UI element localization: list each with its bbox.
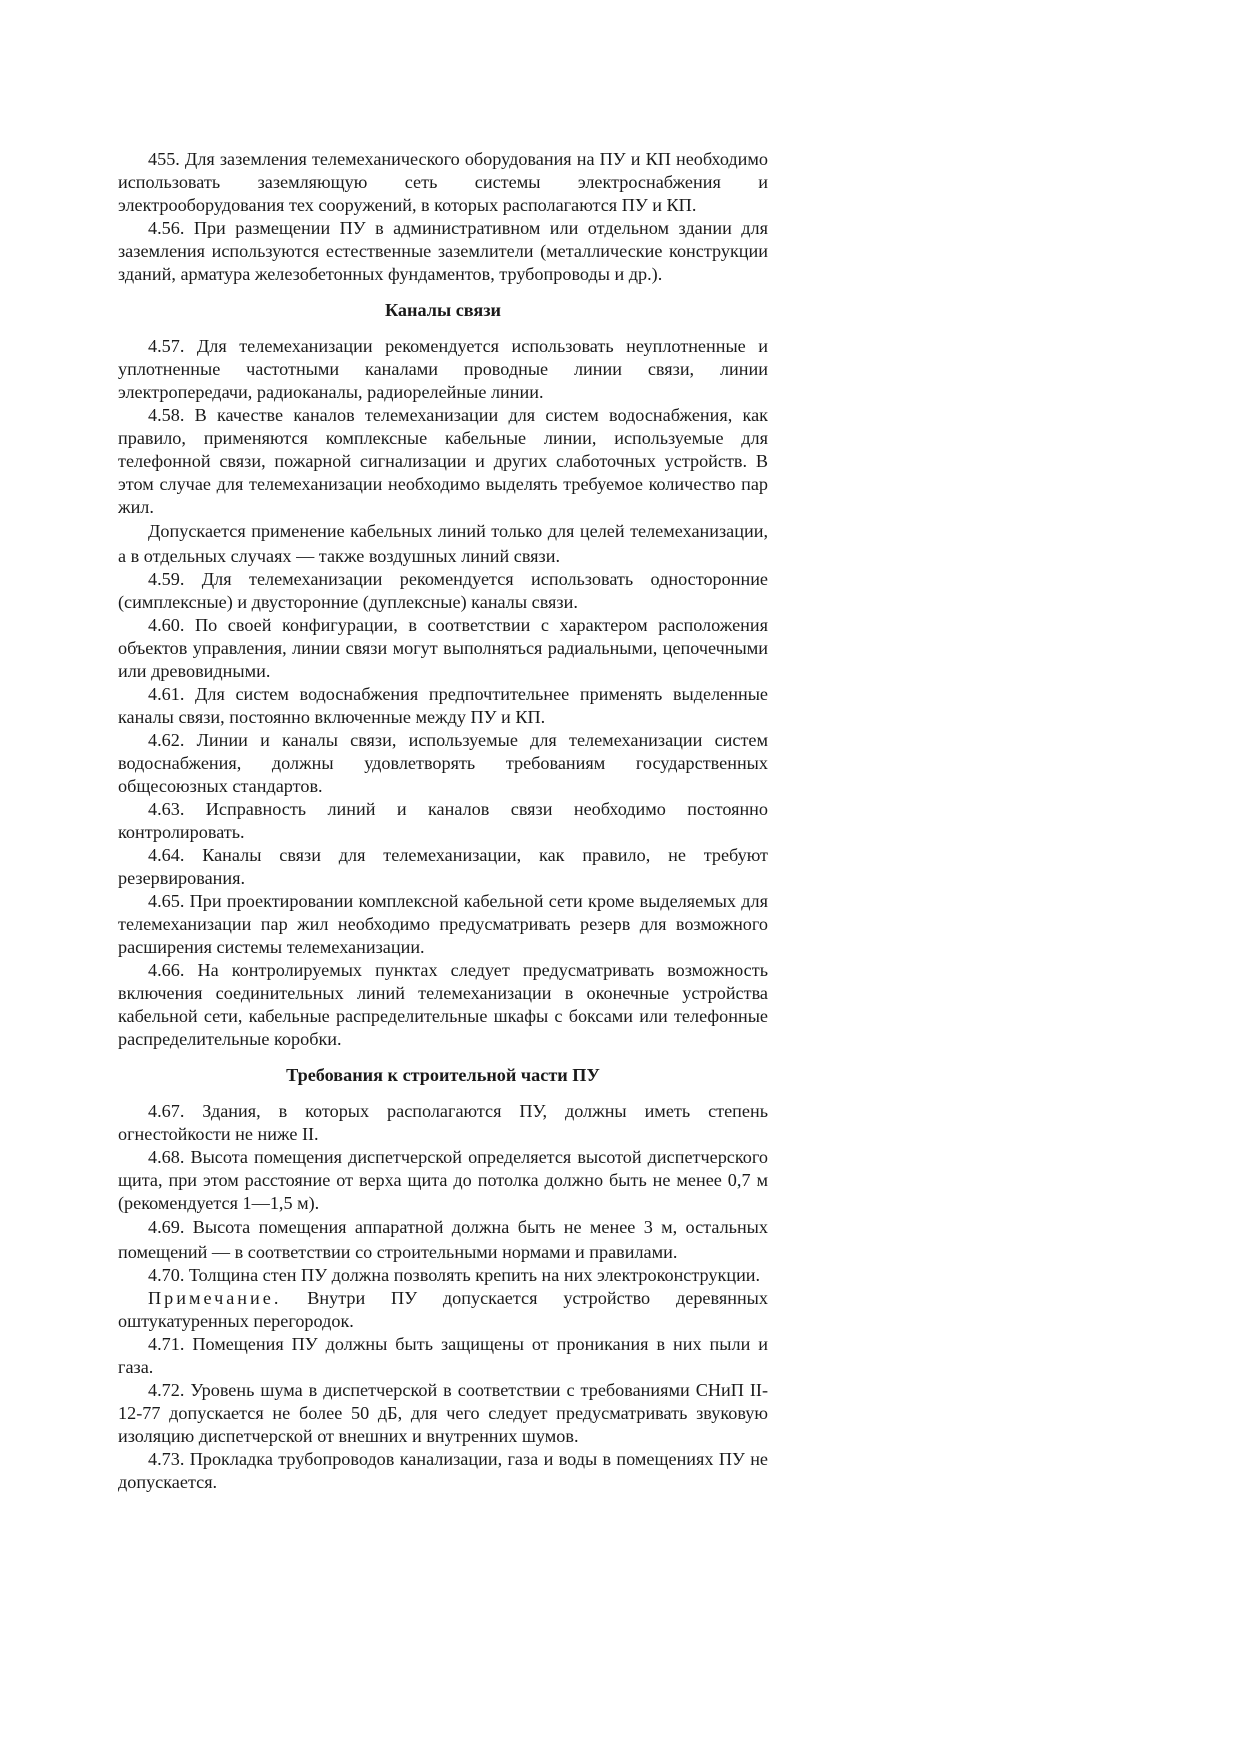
paragraph-4-57: 4.57. Для телемеханизации рекомендуется использовать неуплотненные и уплотненные частотными каналами проводные линии связи, линии электропередачи, радиоканалы, радиорелейные линии. xyxy=(118,336,768,402)
paragraph-4-58: 4.58. В качестве каналов телемеханизации для систем водоснабжения, как правило, применяются комплексные кабельные линии, используемые для телефонной связи, пожарной сигнализации и других слаботочных устройств. В этом случае для телемеханизации необходимо выделять требуемое количество пар жил. xyxy=(118,405,768,517)
note-text: Внутри ПУ допускается устройство деревянных оштукатуренных перегородок. xyxy=(118,1288,768,1331)
paragraph-4-72: 4.72. Уровень шума в диспетчерской в соответствии с требованиями СНиП II-12-77 допускается не более 50 дБ, для чего следует предусматривать звуковую изоляцию диспетчерской от внешних и внутренних шумов. xyxy=(118,1380,768,1446)
paragraph-4-70: 4.70. Толщина стен ПУ должна позволять крепить на них электроконструкции. xyxy=(148,1265,761,1285)
paragraph-4-71: 4.71. Помещения ПУ должны быть защищены от проникания в них пыли и газа. xyxy=(118,1334,768,1377)
paragraph-4-61: 4.61. Для систем водоснабжения предпочтительнее применять выделенные каналы связи, постоянно включенные между ПУ и КП. xyxy=(118,684,768,727)
document-page xyxy=(118,148,768,1494)
paragraph-4-68: 4.68. Высота помещения диспетчерской определяется высотой диспетчерского щита, при этом расстояние от верха щита до потолка должно быть не менее 0,7 м (рекомендуется 1—1,5 м). xyxy=(118,1147,768,1213)
paragraph-4-66: 4.66. На контролируемых пунктах следует предусматривать возможность включения соединительных линий телемеханизации в оконечные устройства кабельной сети, кабельные распределительные шкафы с боксами или телефонные распределительные коробки. xyxy=(118,960,768,1049)
paragraph-4-63: 4.63. Исправность линий и каналов связи необходимо постоянно контролировать. xyxy=(118,799,768,842)
paragraph-4-59: 4.59. Для телемеханизации рекомендуется использовать односторонние (симплексные) и двусторонние (дуплексные) каналы связи. xyxy=(118,569,768,612)
paragraph-4-62: 4.62. Линии и каналы связи, используемые для телемеханизации систем водоснабжения, должны удовлетворять требованиям государственных общесоюзных стандартов. xyxy=(118,730,768,796)
paragraph-4-69: 4.69. Высота помещения аппаратной должна быть не менее 3 м, остальных помещений — в соответствии со строительными нормами и правилами. xyxy=(118,1217,768,1262)
paragraph-4-55: 455. Для заземления телемеханического оборудования на ПУ и КП необходимо использовать заземляющую сеть системы электроснабжения и электрооборудования тех сооружений, в которых располагаются ПУ и КП. xyxy=(118,149,768,215)
paragraph-4-65: 4.65. При проектировании комплексной кабельной сети кроме выделяемых для телемеханизации пар жил необходимо предусматривать резерв для возможного расширения системы телемеханизации. xyxy=(118,891,768,957)
paragraph-cable-lines-allowed: Допускается применение кабельных линий только для целей телемеханизации, а в отдельных случаях — также воздушных линий связи. xyxy=(118,521,768,566)
paragraph-4-73: 4.73. Прокладка трубопроводов канализации, газа и воды в помещениях ПУ не допускается. xyxy=(118,1449,768,1492)
section-heading-communication-channels: Каналы связи xyxy=(384,300,501,320)
paragraph-4-60: 4.60. По своей конфигурации, в соответствии с характером расположения объектов управления, линии связи могут выполняться радиальными, цепочечными или древовидными. xyxy=(118,615,768,681)
paragraph-4-64: 4.64. Каналы связи для телемеханизации, как правило, не требуют резервирования. xyxy=(118,845,768,888)
note-label: Примечание. xyxy=(148,1288,282,1308)
paragraph-4-56: 4.56. При размещении ПУ в административном или отдельном здании для заземления используются естественные заземлители (металлические конструкции зданий, арматура железобетонных фундаментов, трубопроводы и др.). xyxy=(118,218,768,284)
note-paragraph xyxy=(118,1287,768,1333)
paragraph-4-67: 4.67. Здания, в которых располагаются ПУ, должны иметь степень огнестойкости не ниже II. xyxy=(118,1101,768,1144)
section-heading-construction-requirements: Требования к строительной части ПУ xyxy=(286,1065,600,1085)
